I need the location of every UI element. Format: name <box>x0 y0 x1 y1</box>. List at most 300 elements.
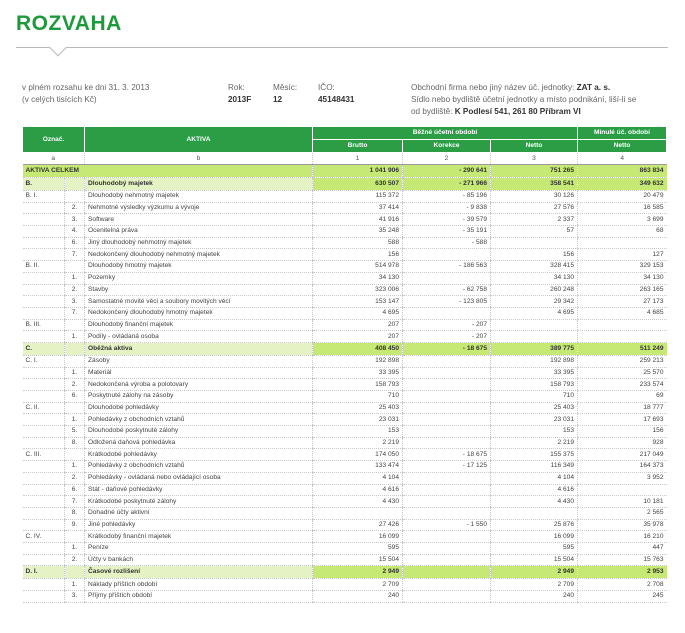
cell-brutto: 25 403 <box>313 402 403 414</box>
cell-prior-netto: 18 777 <box>578 402 667 414</box>
cell-netto: 33 395 <box>491 367 578 379</box>
cell-prior-netto <box>578 484 667 496</box>
cell-prior-netto: 35 978 <box>578 519 667 531</box>
cell-prior-netto: 2 953 <box>578 566 667 579</box>
row-code <box>23 296 65 308</box>
table-row <box>23 237 667 249</box>
cell-prior-netto: 25 570 <box>578 367 667 379</box>
cell-netto: 4 695 <box>491 307 578 319</box>
index-a: a <box>23 153 85 165</box>
cell-brutto: 153 147 <box>313 296 403 308</box>
cell-netto <box>491 331 578 343</box>
col-header-prior-period: Minulé úč. období <box>578 127 667 140</box>
row-code: B. <box>23 178 65 191</box>
cell-brutto: 240 <box>313 591 403 603</box>
cell-netto: 240 <box>491 591 578 603</box>
cell-korekce <box>403 542 491 554</box>
cell-korekce <box>403 591 491 603</box>
row-subcode: 3. <box>65 214 85 226</box>
cell-netto: 16 099 <box>491 531 578 543</box>
row-subcode: 3. <box>65 296 85 308</box>
row-label: Příjmy příštích období <box>85 591 313 603</box>
cell-netto: 156 <box>491 249 578 261</box>
year-block <box>228 82 251 106</box>
row-code <box>23 249 65 261</box>
cell-netto <box>491 319 578 331</box>
cell-netto: 2 219 <box>491 437 578 449</box>
cell-korekce <box>403 272 491 284</box>
col-header-brutto: Brutto <box>313 140 403 153</box>
cell-brutto: 35 248 <box>313 226 403 238</box>
month-label: Měsíc: <box>273 83 298 92</box>
row-code <box>23 591 65 603</box>
cell-netto <box>491 507 578 519</box>
cell-korekce: - 62 758 <box>403 284 491 296</box>
row-subcode: 7. <box>65 249 85 261</box>
index-3: 3 <box>491 153 578 165</box>
cell-prior-netto: 2 565 <box>578 507 667 519</box>
col-header-netto: Netto <box>491 140 578 153</box>
cell-netto: 4 616 <box>491 484 578 496</box>
cell-netto: 155 375 <box>491 449 578 461</box>
table-row <box>23 367 667 379</box>
row-subcode: 2. <box>65 202 85 214</box>
table-row <box>23 531 667 543</box>
cell-prior-netto: 164 373 <box>578 461 667 473</box>
cell-prior-netto: 156 <box>578 426 667 438</box>
cell-korekce <box>403 414 491 426</box>
cell-brutto: 207 <box>313 319 403 331</box>
company-block <box>411 82 636 118</box>
cell-korekce <box>403 484 491 496</box>
row-subcode: 4. <box>65 226 85 238</box>
cell-brutto: 408 450 <box>313 342 403 355</box>
row-label: Jiný dlouhodobý nehmotný majetek <box>85 237 313 249</box>
cell-prior-netto: 863 834 <box>578 165 667 178</box>
row-label: Ocenitelná práva <box>85 226 313 238</box>
cell-prior-netto: 3 699 <box>578 214 667 226</box>
row-code <box>23 507 65 519</box>
table-row <box>23 178 667 191</box>
table-row <box>23 191 667 203</box>
row-label: Pozemky <box>85 272 313 284</box>
table-row <box>23 319 667 331</box>
title-divider <box>16 47 668 48</box>
cell-netto: 15 504 <box>491 554 578 566</box>
cell-korekce <box>403 391 491 403</box>
table-row <box>23 554 667 566</box>
year-value: 2013F <box>228 95 252 104</box>
cell-netto: 710 <box>491 391 578 403</box>
cell-brutto: 4 695 <box>313 307 403 319</box>
row-subcode <box>65 342 85 355</box>
index-b: b <box>85 153 313 165</box>
page-title: ROZVAHA <box>16 12 122 35</box>
table-row <box>23 426 667 438</box>
row-code: C. II. <box>23 402 65 414</box>
row-subcode: 1. <box>65 542 85 554</box>
row-code: B. II. <box>23 261 65 273</box>
row-code <box>23 367 65 379</box>
cell-brutto <box>313 507 403 519</box>
cell-korekce: - 18 675 <box>403 342 491 355</box>
company-name: ZAT a. s. <box>576 83 611 92</box>
cell-netto: 389 775 <box>491 342 578 355</box>
cell-korekce: - 1 550 <box>403 519 491 531</box>
cell-korekce: - 17 125 <box>403 461 491 473</box>
row-code: C. IV. <box>23 531 65 543</box>
table-row <box>23 226 667 238</box>
seat-label: Sídlo nebo bydliště účetní jednotky a místo podnikání, liší-li se <box>411 95 637 104</box>
cell-netto: 27 576 <box>491 202 578 214</box>
cell-prior-netto: 349 632 <box>578 178 667 191</box>
row-code <box>23 237 65 249</box>
cell-korekce: - 9 838 <box>403 202 491 214</box>
cell-prior-netto: 27 173 <box>578 296 667 308</box>
cell-brutto: 37 414 <box>313 202 403 214</box>
cell-netto: 192 898 <box>491 355 578 367</box>
row-label: Pohledávky - ovládaná nebo ovládající osoba <box>85 472 313 484</box>
cell-netto: 4 104 <box>491 472 578 484</box>
row-label: Pohledávky z obchodních vztahů <box>85 461 313 473</box>
row-code <box>23 379 65 391</box>
cell-brutto: 156 <box>313 249 403 261</box>
cell-brutto: 1 041 906 <box>313 165 403 178</box>
row-label: Dlouhodobý majetek <box>85 178 313 191</box>
row-subcode <box>65 178 85 191</box>
cell-brutto: 15 504 <box>313 554 403 566</box>
cell-netto: 2 337 <box>491 214 578 226</box>
table-row <box>23 202 667 214</box>
row-code <box>23 554 65 566</box>
row-label: Nedokončený dlouhodobý hmotný majetek <box>85 307 313 319</box>
table-row <box>23 402 667 414</box>
row-label: Dlouhodobý nehmotný majetek <box>85 191 313 203</box>
cell-prior-netto: 20 479 <box>578 191 667 203</box>
table-row <box>23 342 667 355</box>
cell-brutto: 115 372 <box>313 191 403 203</box>
cell-brutto: 4 104 <box>313 472 403 484</box>
row-label: Dlouhodobý hmotný majetek <box>85 261 313 273</box>
row-code <box>23 272 65 284</box>
cell-prior-netto: 4 685 <box>578 307 667 319</box>
cell-netto: 2 949 <box>491 566 578 579</box>
cell-netto: 260 248 <box>491 284 578 296</box>
company-label: Obchodní firma nebo jiný název úč. jednotky: <box>411 83 575 92</box>
row-label: AKTIVA CELKEM <box>23 165 313 178</box>
cell-korekce: - 271 966 <box>403 178 491 191</box>
cell-prior-netto: 245 <box>578 591 667 603</box>
cell-prior-netto: 10 181 <box>578 496 667 508</box>
cell-prior-netto: 127 <box>578 249 667 261</box>
row-label: Stavby <box>85 284 313 296</box>
row-code <box>23 472 65 484</box>
cell-prior-netto <box>578 237 667 249</box>
row-code <box>23 226 65 238</box>
cell-netto: 4 430 <box>491 496 578 508</box>
cell-brutto: 207 <box>313 331 403 343</box>
cell-netto: 2 709 <box>491 579 578 591</box>
table-row <box>23 449 667 461</box>
table-row <box>23 566 667 579</box>
cell-korekce <box>403 355 491 367</box>
cell-brutto: 630 507 <box>313 178 403 191</box>
row-subcode <box>65 261 85 273</box>
cell-prior-netto: 69 <box>578 391 667 403</box>
cell-korekce <box>403 379 491 391</box>
table-row <box>23 414 667 426</box>
table-row <box>23 272 667 284</box>
cell-brutto: 192 898 <box>313 355 403 367</box>
row-label: Pohledávky z obchodních vztahů <box>85 414 313 426</box>
row-label: Náklady příštích období <box>85 579 313 591</box>
cell-prior-netto: 2 708 <box>578 579 667 591</box>
row-code <box>23 307 65 319</box>
cell-brutto: 2 219 <box>313 437 403 449</box>
row-label: Nehmotné výsledky výzkumu a vývoje <box>85 202 313 214</box>
cell-korekce <box>403 402 491 414</box>
cell-korekce: - 123 805 <box>403 296 491 308</box>
row-code: B. I. <box>23 191 65 203</box>
ico-label: IČO: <box>318 83 335 92</box>
seat-label-2: od bydliště: <box>411 107 453 116</box>
row-subcode: 1. <box>65 461 85 473</box>
cell-netto: 328 415 <box>491 261 578 273</box>
cell-korekce <box>403 531 491 543</box>
cell-brutto: 4 616 <box>313 484 403 496</box>
cell-korekce: - 186 563 <box>403 261 491 273</box>
cell-prior-netto: 17 693 <box>578 414 667 426</box>
cell-prior-netto: 928 <box>578 437 667 449</box>
table-row <box>23 284 667 296</box>
table-row <box>23 591 667 603</box>
seat-address: K Podlesí 541, 261 80 Příbram VI <box>454 107 581 116</box>
cell-korekce: - 290 641 <box>403 165 491 178</box>
row-subcode: 6. <box>65 391 85 403</box>
row-code <box>23 484 65 496</box>
cell-netto: 23 031 <box>491 414 578 426</box>
table-row <box>23 165 667 178</box>
col-header-aktiva: AKTIVA <box>85 127 313 153</box>
row-code <box>23 331 65 343</box>
row-code: B. III. <box>23 319 65 331</box>
cell-prior-netto: 259 213 <box>578 355 667 367</box>
row-label: Podíly - ovládaná osoba <box>85 331 313 343</box>
row-subcode: 2. <box>65 472 85 484</box>
cell-korekce <box>403 507 491 519</box>
month-block <box>273 82 297 106</box>
balance-sheet-table <box>22 126 667 603</box>
table-row <box>23 214 667 226</box>
table-row <box>23 519 667 531</box>
row-label: Dohadné účty aktivní <box>85 507 313 519</box>
row-label: Nedokončená výroba a polotovary <box>85 379 313 391</box>
cell-brutto: 174 050 <box>313 449 403 461</box>
cell-korekce <box>403 566 491 579</box>
table-body <box>23 165 667 603</box>
row-code <box>23 542 65 554</box>
row-code: C. I. <box>23 355 65 367</box>
cell-netto: 158 793 <box>491 379 578 391</box>
cell-netto: 25 403 <box>491 402 578 414</box>
cell-netto: 751 265 <box>491 165 578 178</box>
cell-brutto: 323 006 <box>313 284 403 296</box>
col-header-netto-prior: Netto <box>578 140 667 153</box>
cell-brutto: 158 793 <box>313 379 403 391</box>
row-subcode: 8. <box>65 507 85 519</box>
cell-netto: 595 <box>491 542 578 554</box>
index-2: 2 <box>403 153 491 165</box>
cell-netto: 29 342 <box>491 296 578 308</box>
row-subcode: 7. <box>65 307 85 319</box>
table-row <box>23 379 667 391</box>
cell-brutto: 2 949 <box>313 566 403 579</box>
cell-korekce <box>403 437 491 449</box>
units-line: (v celých tisících Kč) <box>22 95 97 104</box>
row-label: Dlouhodobé pohledávky <box>85 402 313 414</box>
cell-brutto: 595 <box>313 542 403 554</box>
cell-brutto: 41 916 <box>313 214 403 226</box>
table-row <box>23 249 667 261</box>
row-subcode <box>65 402 85 414</box>
table-row <box>23 484 667 496</box>
table-row <box>23 472 667 484</box>
table-row <box>23 542 667 554</box>
row-subcode: 9. <box>65 519 85 531</box>
row-code <box>23 391 65 403</box>
row-label: Krátkodobý finanční majetek <box>85 531 313 543</box>
row-label: Stát - daňové pohledávky <box>85 484 313 496</box>
divider-notch <box>50 40 67 57</box>
cell-korekce: - 35 191 <box>403 226 491 238</box>
period-info <box>22 82 149 106</box>
row-subcode <box>65 449 85 461</box>
row-label: Samostatné movité věci a soubory movitých věcí <box>85 296 313 308</box>
cell-korekce <box>403 426 491 438</box>
table-row <box>23 355 667 367</box>
row-subcode: 1. <box>65 272 85 284</box>
row-code <box>23 496 65 508</box>
cell-korekce <box>403 554 491 566</box>
cell-netto: 153 <box>491 426 578 438</box>
row-code <box>23 461 65 473</box>
row-subcode: 3. <box>65 591 85 603</box>
cell-korekce <box>403 307 491 319</box>
row-label: Poskytnuté zálohy na zásoby <box>85 391 313 403</box>
cell-brutto: 4 430 <box>313 496 403 508</box>
row-label: Časové rozlišení <box>85 566 313 579</box>
cell-prior-netto: 68 <box>578 226 667 238</box>
row-subcode <box>65 531 85 543</box>
row-label: Jiné pohledávky <box>85 519 313 531</box>
cell-brutto: 34 130 <box>313 272 403 284</box>
cell-korekce <box>403 367 491 379</box>
row-subcode <box>65 191 85 203</box>
cell-prior-netto: 447 <box>578 542 667 554</box>
table-row <box>23 507 667 519</box>
row-code <box>23 202 65 214</box>
table-row <box>23 307 667 319</box>
cell-korekce <box>403 496 491 508</box>
table-row <box>23 261 667 273</box>
table-row <box>23 461 667 473</box>
row-code: C. III. <box>23 449 65 461</box>
row-label: Materiál <box>85 367 313 379</box>
cell-prior-netto: 217 049 <box>578 449 667 461</box>
table-row <box>23 496 667 508</box>
row-subcode: 1. <box>65 331 85 343</box>
row-label: Oběžná aktiva <box>85 342 313 355</box>
table-row <box>23 391 667 403</box>
cell-brutto: 33 395 <box>313 367 403 379</box>
col-header-korekce: Korekce <box>403 140 491 153</box>
row-label: Dlouhodobé poskytnuté zálohy <box>85 426 313 438</box>
row-subcode: 7. <box>65 496 85 508</box>
row-code <box>23 437 65 449</box>
cell-korekce: - 588 <box>403 237 491 249</box>
cell-korekce <box>403 249 491 261</box>
month-value: 12 <box>273 95 283 104</box>
table-row <box>23 579 667 591</box>
cell-brutto: 23 031 <box>313 414 403 426</box>
cell-prior-netto: 16 210 <box>578 531 667 543</box>
col-header-current-period: Běžné účetní období <box>313 127 578 140</box>
cell-netto: 116 349 <box>491 461 578 473</box>
year-label: Rok: <box>228 83 245 92</box>
col-header-oznac: Označ. <box>23 127 85 153</box>
cell-prior-netto: 233 574 <box>578 379 667 391</box>
period-line: v plném rozsahu ke dni 31. 3. 2013 <box>22 83 150 92</box>
cell-brutto: 710 <box>313 391 403 403</box>
row-code <box>23 519 65 531</box>
row-code <box>23 414 65 426</box>
cell-netto <box>491 237 578 249</box>
cell-brutto: 133 474 <box>313 461 403 473</box>
cell-brutto: 153 <box>313 426 403 438</box>
cell-prior-netto: 329 153 <box>578 261 667 273</box>
cell-brutto: 514 978 <box>313 261 403 273</box>
row-label: Nedokončený dlouhodobý nehmotný majetek <box>85 249 313 261</box>
cell-korekce: - 39 579 <box>403 214 491 226</box>
row-code: D. I. <box>23 566 65 579</box>
row-subcode: 8. <box>65 437 85 449</box>
cell-brutto: 16 099 <box>313 531 403 543</box>
cell-prior-netto: 511 249 <box>578 342 667 355</box>
row-subcode: 2. <box>65 554 85 566</box>
cell-prior-netto: 15 763 <box>578 554 667 566</box>
ico-block <box>318 82 354 106</box>
index-1: 1 <box>313 153 403 165</box>
cell-korekce: - 207 <box>403 319 491 331</box>
row-label: Zásoby <box>85 355 313 367</box>
cell-brutto: 27 426 <box>313 519 403 531</box>
row-subcode <box>65 319 85 331</box>
row-label: Software <box>85 214 313 226</box>
row-subcode: 6. <box>65 237 85 249</box>
cell-korekce: - 85 196 <box>403 191 491 203</box>
cell-prior-netto: 3 952 <box>578 472 667 484</box>
cell-korekce <box>403 579 491 591</box>
table-row <box>23 296 667 308</box>
row-subcode: 2. <box>65 379 85 391</box>
cell-prior-netto: 34 130 <box>578 272 667 284</box>
cell-prior-netto: 263 165 <box>578 284 667 296</box>
row-label: Krátkodobé pohledávky <box>85 449 313 461</box>
row-subcode <box>65 566 85 579</box>
row-code <box>23 426 65 438</box>
cell-korekce: - 207 <box>403 331 491 343</box>
row-code <box>23 214 65 226</box>
